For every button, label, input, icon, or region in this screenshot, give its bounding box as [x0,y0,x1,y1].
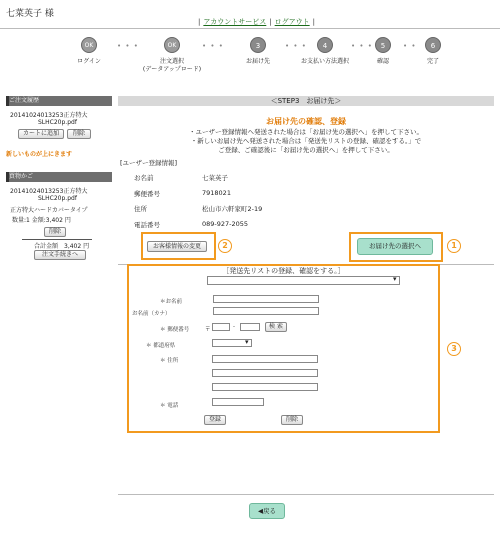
step-4-mark: 4 [317,37,333,53]
callout-2-badge: 2 [218,239,232,253]
cart-total: 合計金額 3,402 円 [34,243,90,250]
checkout-button[interactable]: 注文手続きへ [34,250,86,260]
cart-delete-button[interactable]: 削除 [44,227,66,237]
form-address-label: ＊ 住所 [160,358,179,364]
form-address-input-3[interactable] [212,383,318,391]
form-zip-label: ＊ 郵便番号 [160,327,190,333]
cart-item-name: 20141024013253正方特大 [10,188,88,195]
form-address-input-1[interactable] [212,355,318,363]
back-button[interactable]: ◀戻る [249,503,285,519]
total-divider [22,239,92,240]
page-title: お届け先の確認、登録 [266,117,346,126]
cart-header: 買物かご [6,172,112,182]
select-delivery-button[interactable]: お届け先の選択へ [357,238,433,255]
link-separator: | [198,18,201,26]
step-3-label: お届け先 [245,58,270,65]
step-5-mark: 5 [375,37,391,53]
step-2-label: 注文選択 (データアップロード) [142,58,202,73]
instruction-line-2: ・新しいお届け先へ発送された場合は「発送先リストの登録、確認をする。」で [190,137,422,145]
phone-label: 電話番号 [134,221,160,229]
step-dots: • • • [202,42,224,50]
form-phone-label: ＊ 電話 [160,403,179,409]
logout-link[interactable]: ログアウト [274,18,310,26]
step-2-mark: OK [164,37,180,53]
address-value: 松山市六軒家町2-19 [202,205,263,213]
form-phone-input[interactable] [212,398,264,406]
form-delete-button[interactable]: 削除 [281,415,303,425]
history-item-name: 20141024013253正方特大 [10,112,88,119]
bottom-divider [118,494,494,495]
address-label: 住所 [134,205,147,213]
step-6-mark: 6 [425,37,441,53]
zip-search-button[interactable]: 検 索 [265,322,287,332]
instruction-line-1: ・ユーザー登録情報へ発送された場合は「お届け先の選択へ」を押して下さい。 [189,128,423,136]
form-kana-input[interactable] [213,307,319,315]
step-dots: • • • [117,42,139,50]
form-zip-first-input[interactable] [212,323,230,331]
step-5-label: 確認 [376,58,389,65]
top-links [198,17,315,27]
chevron-down-icon: ▾ [393,275,397,283]
form-address-input-2[interactable] [212,369,318,377]
step-4-label: お支払い方法選択 [300,58,349,65]
callout-3-badge: 3 [447,342,461,356]
form-name-input[interactable] [213,295,319,303]
zip-dash: - [233,324,235,330]
step-dots: • • • [351,42,373,50]
name-label: お名前 [134,174,154,182]
form-kana-label: お名前（カナ） [132,311,171,317]
step-6-label: 完了 [426,58,439,65]
account-service-link[interactable]: アカウントサービス [203,18,267,26]
form-register-button[interactable]: 登録 [204,415,226,425]
cart-item-file: SLHC20p.pdf [38,195,77,202]
cart-item-type: 正方特大ハードカバータイプ [10,207,88,214]
order-history-header: ご注文履歴 [6,96,112,106]
callout-1-badge: 1 [447,239,461,253]
step-1-mark: OK [81,37,97,53]
step-1-label: ログイン [77,58,101,65]
change-info-button[interactable]: お客様情報の変更 [147,241,207,252]
zip-label: 郵便番号 [134,190,160,198]
add-to-cart-button[interactable]: カートに追加 [18,129,64,139]
history-item-file: SLHC20p.pdf [38,119,77,126]
step-dots: • • [403,42,417,50]
step-dots: • • • [285,42,307,50]
new-first-note: 新しいものが上にきます [6,151,73,158]
cart-item-price: 数量:1 金額:3,402 円 [12,217,71,224]
link-separator: | [312,18,316,26]
chevron-down-icon: ▾ [245,338,249,346]
history-delete-button[interactable]: 削除 [67,129,91,139]
shipping-list-select[interactable] [207,276,400,285]
phone-value: 089-927-2055 [202,220,249,228]
instruction-line-3: ご登録、ご確認後に「お届け先の選択へ」を押して下さい。 [218,146,394,154]
zip-prefix-mark: 〒 [205,327,211,333]
user-name: 七菜英子 様 [6,9,54,19]
form-name-label: ＊お名前 [160,299,183,305]
step-3-mark: 3 [250,37,266,53]
link-separator: | [269,18,272,26]
name-value: 七菜英子 [202,174,228,182]
zip-value: 7918021 [202,189,231,197]
form-pref-label: ＊ 都道府県 [146,343,176,349]
form-title: ［発送先リストの登録、確認をする。］ [222,267,345,275]
form-zip-second-input[interactable] [240,323,260,331]
step-bar: ＜STEP3 お届け先＞ [118,96,494,106]
header-divider [0,28,500,29]
user-info-heading: [ユーザー登録情報] [120,159,178,167]
